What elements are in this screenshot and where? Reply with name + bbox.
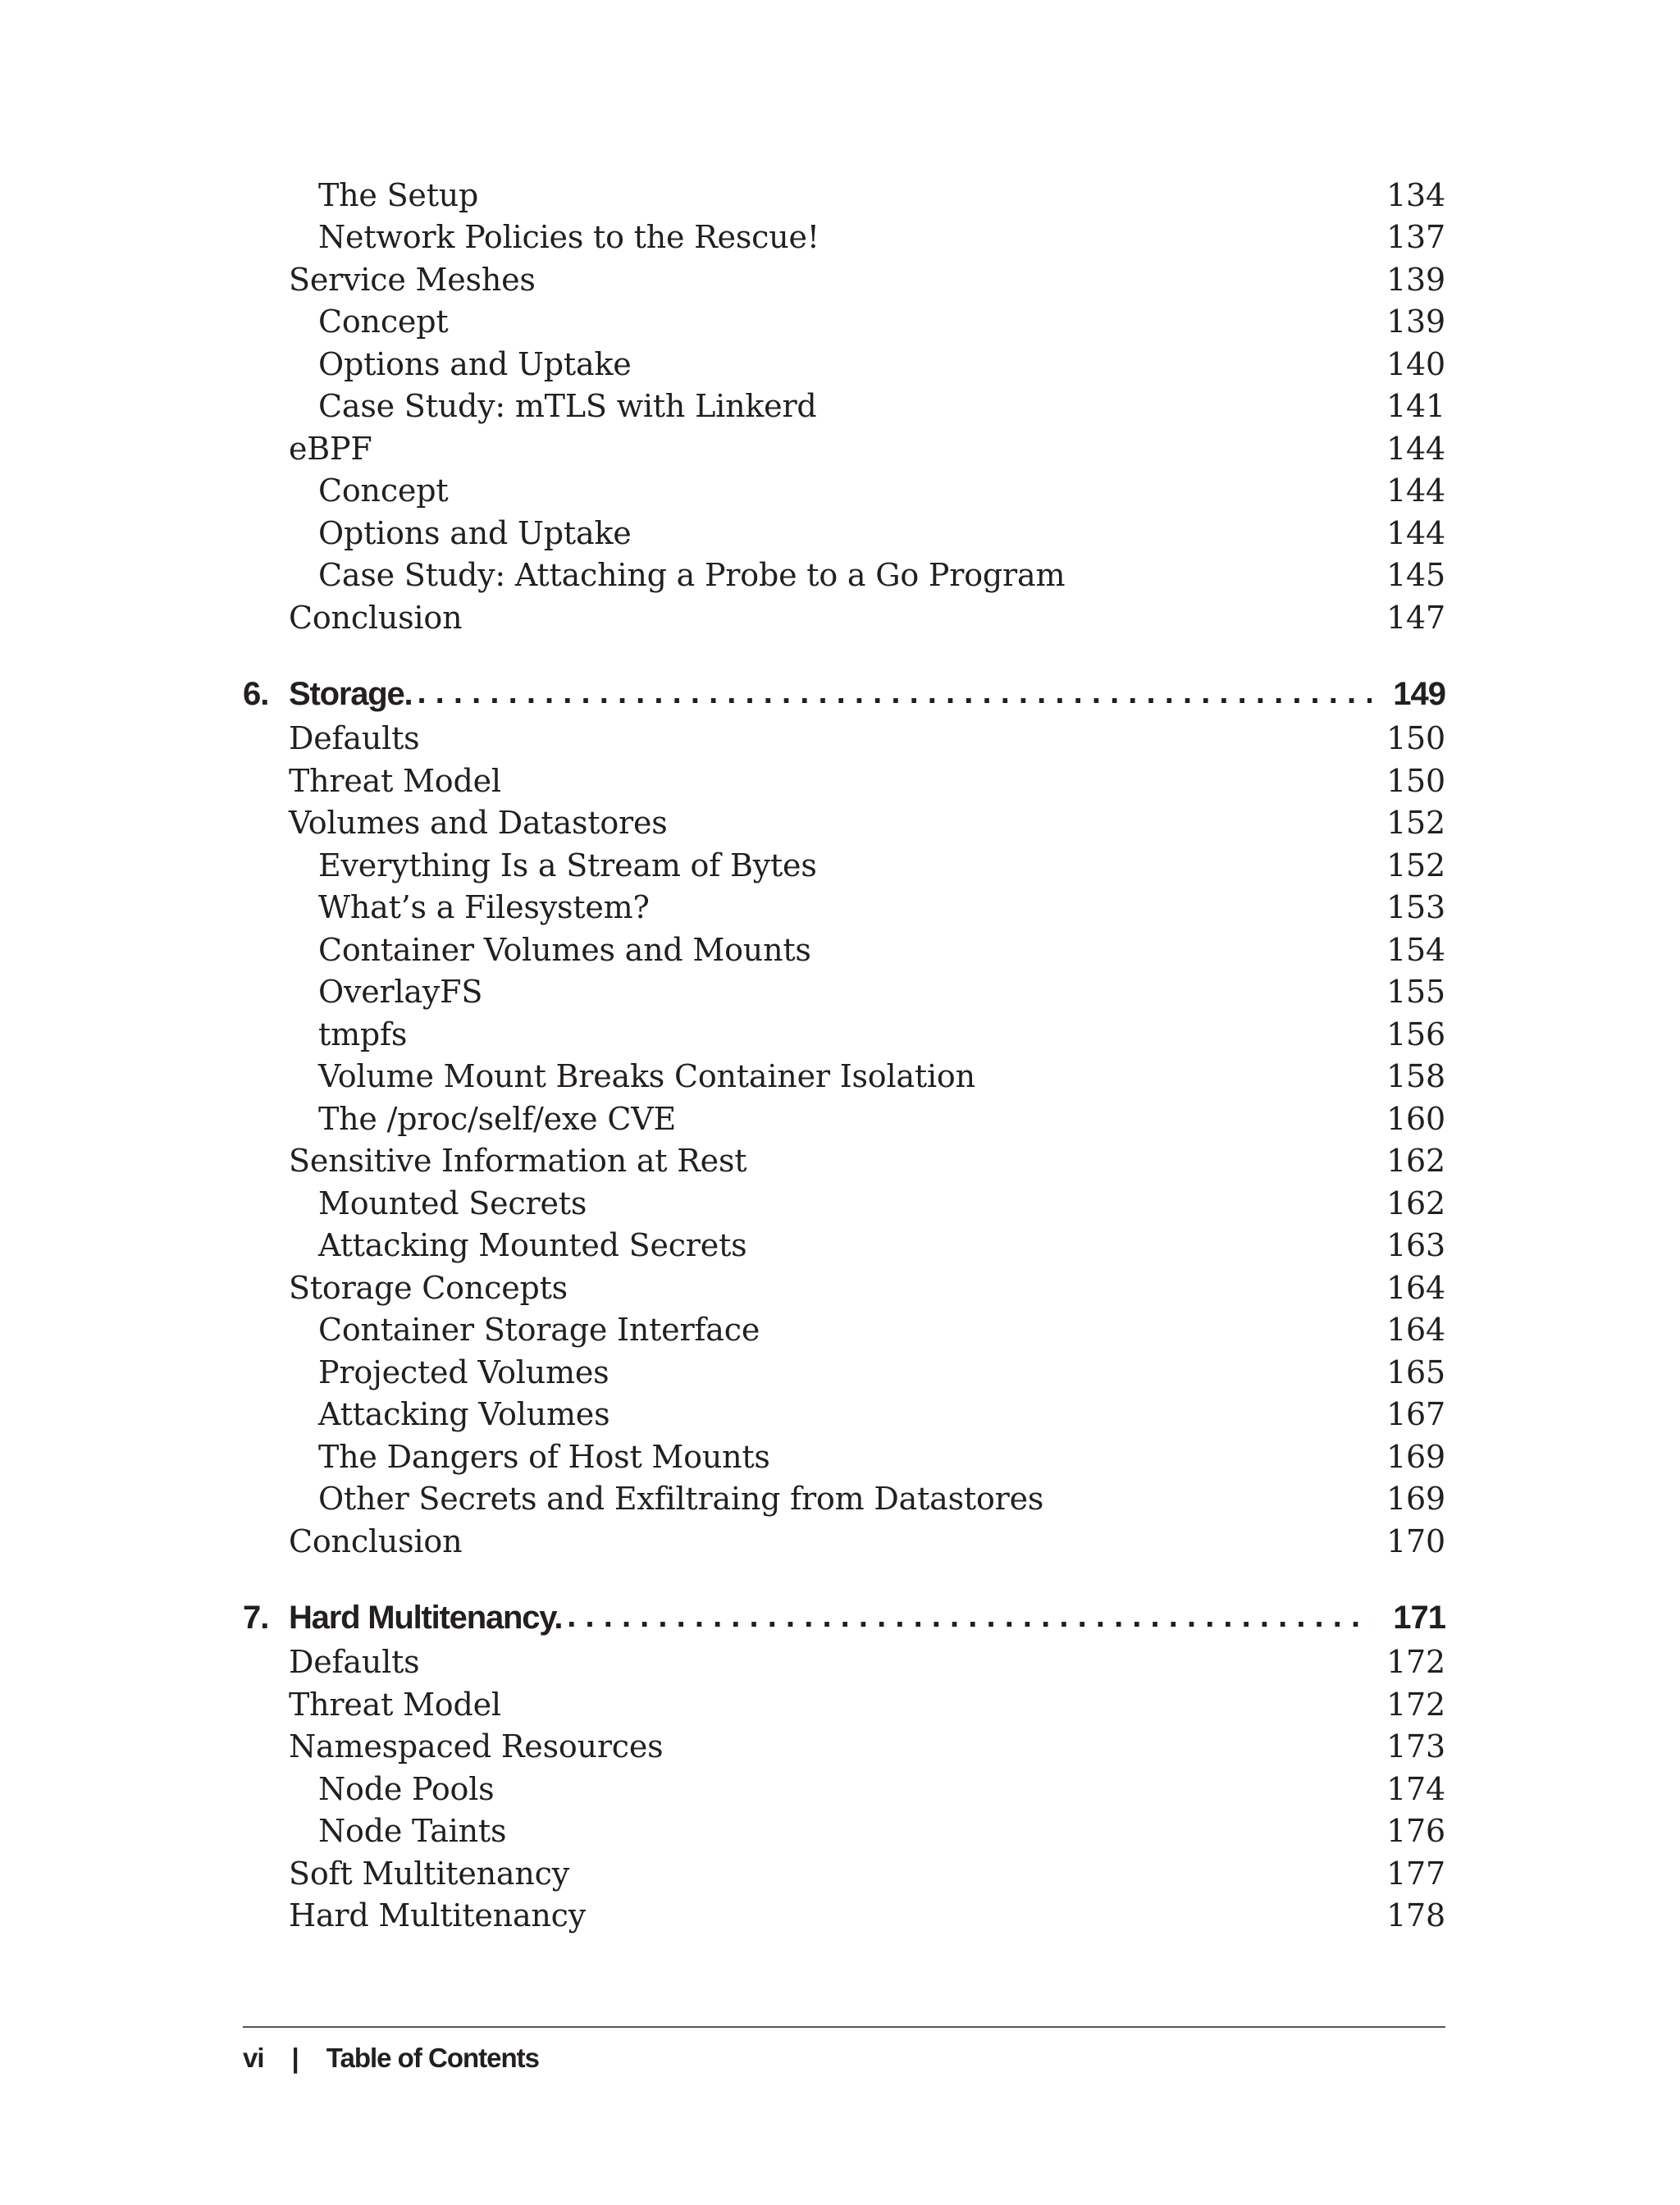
toc-entry-title: Volume Mount Breaks Container Isolation [318,1058,975,1095]
toc-entry[interactable] [243,470,1445,513]
toc-entry-title: Sensitive Information at Rest [289,1143,747,1180]
toc-entry[interactable] [243,427,1445,470]
toc-entry[interactable] [243,802,1445,845]
toc-entry[interactable] [243,1683,1445,1726]
toc-entry-title: Container Storage Interface [318,1312,760,1349]
toc-entry[interactable] [243,1895,1445,1938]
toc-entry-page-number: 164 [1386,1269,1445,1306]
toc-entry-title: Node Pools [318,1770,495,1807]
toc-entry[interactable] [243,1394,1445,1436]
toc-entry-page-number: 153 [1386,889,1445,926]
toc-entry-page-number: 152 [1386,847,1445,883]
dot-leader [567,1598,1372,1635]
toc-entry[interactable] [243,718,1445,760]
toc-entry-page-number: 165 [1386,1354,1445,1390]
toc-entry-title: Network Policies to the Rescue! [318,219,819,256]
toc-entry-page-number: 154 [1386,931,1445,968]
toc-entry-title: Everything Is a Stream of Bytes [318,847,817,883]
toc-entry-page-number: 152 [1386,805,1445,842]
toc-entry-page-number: 141 [1386,388,1445,425]
toc-entry-title: Options and Uptake [318,345,632,382]
toc-entry-page-number: 144 [1386,472,1445,509]
toc-entry-title: Storage Concepts [289,1269,568,1306]
toc-entry-page-number: 150 [1386,720,1445,757]
toc-entry[interactable] [243,301,1445,344]
toc-entry-title: Soft Multitenancy [289,1855,569,1892]
footer-page-number: vi [243,2043,264,2073]
page-footer [243,2038,539,2079]
toc-entry[interactable] [243,1056,1445,1098]
toc-entry-title: Hard Multitenancy [289,1897,587,1934]
toc-entry-page-number: 177 [1386,1855,1445,1892]
toc-entry-page-number: 169 [1386,1438,1445,1475]
toc-entry-page-number: 167 [1386,1396,1445,1433]
chapter-5-continued-entries [243,174,1445,639]
toc-entry[interactable] [243,386,1445,428]
toc-entry-page-number: 174 [1386,1770,1445,1807]
toc-entry[interactable] [243,343,1445,386]
footer-running-title: Table of Contents [326,2043,539,2073]
toc-entry-page-number: 162 [1386,1185,1445,1221]
toc-entry[interactable] [243,1478,1445,1521]
toc-entry-page-number: 169 [1386,1481,1445,1518]
toc-entry[interactable] [243,844,1445,887]
toc-entry[interactable] [243,1436,1445,1478]
toc-entry-page-number: 144 [1386,514,1445,551]
toc-entry-page-number: 139 [1386,261,1445,298]
toc-entry[interactable] [243,887,1445,929]
toc-entry-page-number: 144 [1386,430,1445,467]
toc-entry-title: Concept [318,472,449,509]
toc-entry-title: Conclusion [289,599,463,636]
toc-entry-title: Defaults [289,1644,420,1681]
toc-entry-page-number: 172 [1386,1644,1445,1681]
chapter-6-entries [243,718,1445,1563]
toc-entry-page-number: 172 [1386,1686,1445,1723]
toc-entry-page-number: 140 [1386,345,1445,382]
toc-entry[interactable] [243,1140,1445,1183]
toc-entry[interactable] [243,1182,1445,1225]
toc-entry[interactable] [243,512,1445,555]
toc-entry-title: Attacking Mounted Secrets [318,1227,747,1264]
toc-entry-page-number: 139 [1386,304,1445,340]
toc-entry[interactable] [243,1641,1445,1684]
toc-entry-page-number: 150 [1386,762,1445,799]
table-of-contents [243,174,1445,1937]
toc-entry-title: Other Secrets and Exfiltraing from Datastores [318,1481,1044,1518]
toc-entry[interactable] [243,971,1445,1014]
toc-entry[interactable] [243,760,1445,802]
toc-entry[interactable] [243,1520,1445,1563]
toc-entry-title: Case Study: mTLS with Linkerd [318,388,817,425]
toc-entry-title: Options and Uptake [318,514,632,551]
toc-entry-page-number: 164 [1386,1312,1445,1349]
chapter-title: Storage. [289,676,413,712]
toc-entry-page-number: 147 [1386,599,1445,636]
toc-entry-page-number: 137 [1386,219,1445,256]
toc-entry[interactable] [243,555,1445,597]
toc-entry-title: Projected Volumes [318,1354,609,1390]
toc-entry-page-number: 160 [1386,1100,1445,1137]
toc-entry-page-number: 178 [1386,1897,1445,1934]
toc-entry[interactable] [243,1351,1445,1394]
toc-entry-title: OverlayFS [318,974,483,1011]
toc-entry[interactable] [243,1013,1445,1056]
chapter-number: 6. [243,676,269,712]
toc-entry[interactable] [243,258,1445,301]
toc-entry[interactable] [243,1852,1445,1895]
chapter-heading-6[interactable] [243,672,1445,718]
toc-entry[interactable] [243,174,1445,217]
toc-entry[interactable] [243,1225,1445,1267]
toc-entry[interactable] [243,1098,1445,1140]
toc-entry[interactable] [243,596,1445,639]
toc-entry-page-number: 163 [1386,1227,1445,1264]
toc-entry[interactable] [243,1267,1445,1309]
chapter-title: Hard Multitenancy. [289,1600,563,1636]
toc-entry-title: Container Volumes and Mounts [318,931,811,968]
chapter-page-number: 171 [1393,1600,1445,1636]
chapter-page-number: 149 [1393,676,1445,712]
toc-entry-title: Attacking Volumes [318,1396,610,1433]
toc-entry[interactable] [243,217,1445,259]
toc-entry-title: Defaults [289,720,420,757]
toc-entry-page-number: 155 [1386,974,1445,1011]
toc-entry-title: Volumes and Datastores [289,805,668,842]
toc-entry-title: Service Meshes [289,261,536,298]
toc-entry[interactable] [243,929,1445,971]
toc-entry-page-number: 162 [1386,1143,1445,1180]
footer-separator: | [291,2043,299,2073]
toc-entry-page-number: 156 [1386,1016,1445,1052]
chapter-heading-7[interactable] [243,1596,1445,1641]
dot-leader [417,674,1372,711]
toc-entry-page-number: 158 [1386,1058,1445,1095]
toc-entry-title: The /proc/self/exe CVE [318,1100,676,1137]
toc-entry[interactable] [243,1768,1445,1810]
toc-entry-title: What’s a Filesystem? [318,889,650,926]
toc-entry-page-number: 145 [1386,557,1445,594]
footer-rule [243,2026,1445,2028]
chapter-7-entries [243,1641,1445,1938]
toc-entry-title: Node Taints [318,1813,507,1850]
toc-entry-title: Mounted Secrets [318,1185,587,1221]
toc-entry[interactable] [243,1309,1445,1352]
toc-entry-title: Namespaced Resources [289,1728,664,1765]
toc-entry-page-number: 173 [1386,1728,1445,1765]
chapter-number: 7. [243,1600,269,1636]
toc-entry-title: Threat Model [289,762,501,799]
toc-entry-title: The Setup [318,176,479,213]
toc-entry-page-number: 170 [1386,1522,1445,1559]
toc-entry-title: Case Study: Attaching a Probe to a Go Program [318,557,1066,594]
toc-entry[interactable] [243,1726,1445,1769]
toc-entry-title: Concept [318,304,449,340]
toc-entry-title: The Dangers of Host Mounts [318,1438,770,1475]
toc-entry-title: Conclusion [289,1522,463,1559]
toc-entry-title: Threat Model [289,1686,501,1723]
toc-entry-page-number: 176 [1386,1813,1445,1850]
toc-entry[interactable] [243,1810,1445,1853]
toc-entry-title: eBPF [289,430,372,467]
toc-entry-title: tmpfs [318,1016,408,1052]
toc-entry-page-number: 134 [1386,176,1445,213]
